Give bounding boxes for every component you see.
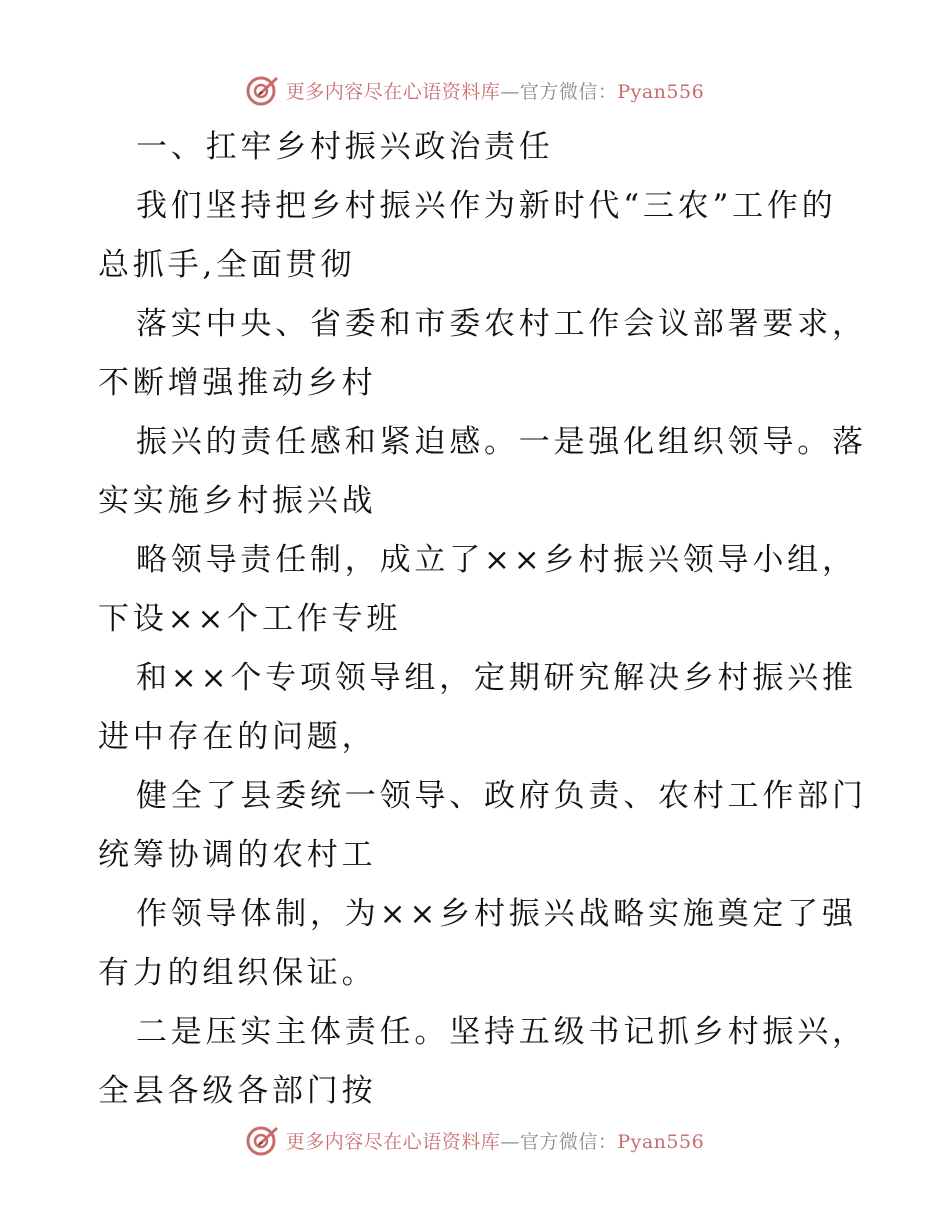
- paragraph-line: 有力的组织保证。: [98, 955, 377, 991]
- paragraph-line: 作领导体制，为××乡村振兴战略实施奠定了强: [136, 896, 857, 932]
- watermark-suffix: 官方微信：: [519, 1130, 618, 1153]
- watermark-account: Pyan556: [617, 1130, 705, 1153]
- paragraph-line: 振兴的责任感和紧迫感。一是强化组织领导。落: [136, 424, 867, 460]
- watermark-account: Pyan556: [617, 80, 705, 103]
- section-heading: 一、扛牢乡村振兴政治责任: [136, 129, 554, 165]
- paragraph-line: 二是压实主体责任。坚持五级书记抓乡村振兴，: [136, 1014, 867, 1050]
- watermark-separator: —: [500, 1130, 520, 1153]
- paragraph-line: 不断增强推动乡村: [98, 365, 377, 401]
- watermark-header: [0, 70, 950, 110]
- paragraph-line: 进中存在的问题，: [98, 719, 377, 755]
- paragraph-line: 健全了县委统一领导、政府负责、农村工作部门: [136, 778, 867, 814]
- watermark-separator: —: [500, 80, 520, 103]
- brush-logo-icon: [246, 1123, 280, 1157]
- brush-logo-icon: [246, 73, 280, 107]
- paragraph-line: 全县各级各部门按: [98, 1073, 377, 1109]
- paragraph-line: 略领导责任制，成立了××乡村振兴领导小组，: [136, 542, 857, 578]
- watermark-text: 更多内容尽在心语资料库: [285, 80, 501, 103]
- paragraph-line: 下设××个工作专班: [98, 601, 402, 637]
- paragraph-line: 总抓手,全面贯彻: [98, 247, 356, 283]
- paragraph-line: 落实中央、省委和市委农村工作会议部署要求，: [136, 306, 867, 342]
- watermark-footer: [0, 1120, 950, 1160]
- document-body: [98, 118, 867, 1121]
- paragraph-line: 实实施乡村振兴战: [98, 483, 377, 519]
- paragraph-line: 统筹协调的农村工: [98, 837, 377, 873]
- watermark-suffix: 官方微信：: [519, 80, 618, 103]
- paragraph-line: 我们坚持把乡村振兴作为新时代“三农”工作的: [136, 188, 837, 224]
- watermark-text: 更多内容尽在心语资料库: [285, 1130, 501, 1153]
- paragraph-line: 和××个专项领导组，定期研究解决乡村振兴推: [136, 660, 857, 696]
